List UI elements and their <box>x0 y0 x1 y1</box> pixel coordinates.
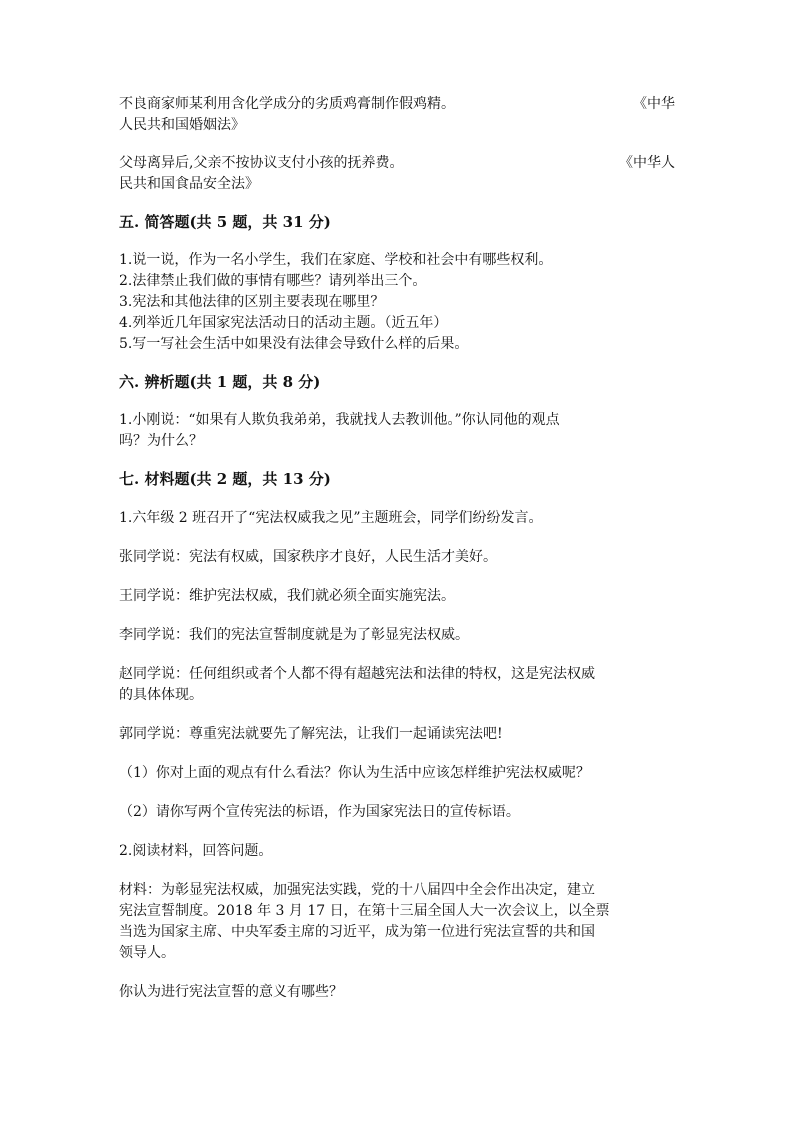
question-item: 3.宪法和其他法律的区别主要表现在哪里？ <box>119 294 385 310</box>
matching-left-text: 父母离异后,父亲不按协议支付小孩的抚养费。 <box>119 155 404 171</box>
question-intro: 2.阅读材料，回答问题。 <box>119 843 273 859</box>
matching-right-text: 《中华人 <box>619 155 675 171</box>
question-text: 你认为进行宪法宣誓的意义有哪些？ <box>119 984 343 1000</box>
matching-right-text: 《中华 <box>633 96 675 112</box>
student-statement: 李同学说：我们的宪法宣誓制度就是为了彰显宪法权威。 <box>119 627 469 643</box>
material-line: 当选为国家主席、中央军委主席的习近平，成为第一位进行宪法宣誓的共和国 <box>119 924 595 940</box>
question-item: 5.写一写社会生活中如果没有法律会导致什么样的后果。 <box>119 336 469 352</box>
question-item: 1.说一说，作为一名小学生，我们在家庭、学校和社会中有哪些权利。 <box>119 252 553 268</box>
material-line: 领导人。 <box>119 945 175 961</box>
matching-tail-text: 民共和国食品安全法》 <box>119 176 259 192</box>
matching-tail-text: 人民共和国婚姻法》 <box>119 117 245 133</box>
question-text: 吗？为什么？ <box>119 433 203 449</box>
student-statement: 张同学说：宪法有权威，国家秩序才良好，人民生活才美好。 <box>119 549 497 565</box>
material-paragraph <box>119 880 675 964</box>
student-statement: 王同学说：维护宪法权威，我们就必须全面实施宪法。 <box>119 588 455 604</box>
statement-line: 的具体体现。 <box>119 687 203 703</box>
matching-left-text: 不良商家师某利用含化学成分的劣质鸡膏制作假鸡精。 <box>119 96 455 112</box>
question-intro: 1.六年级 2 班召开了“宪法权威我之见”主题班会，同学们纷纷发言。 <box>119 510 543 526</box>
section-heading: 六. 辨析题(共 1 题，共 8 分) <box>119 373 321 391</box>
student-statement <box>119 664 675 706</box>
material-line: 宪法宣誓制度。2018 年 3 月 17 日，在第十三届全国人大一次会议上，以全票 <box>119 903 610 919</box>
document-page <box>119 94 675 1003</box>
question-text: 1.小刚说：“如果有人欺负我弟弟，我就找人去教训他。”你认同他的观点 <box>119 412 560 428</box>
sub-question: （2）请你写两个宣传宪法的标语，作为国家宪法日的宣传标语。 <box>119 804 520 820</box>
question-item: 4.列举近几年国家宪法活动日的活动主题。（近五年） <box>119 315 448 331</box>
material-line: 材料：为彰显宪法权威，加强宪法实践，党的十八届四中全会作出决定，建立 <box>119 882 595 898</box>
statement-line: 赵同学说：任何组织或者个人都不得有超越宪法和法律的特权，这是宪法权威 <box>119 666 595 682</box>
question-item: 2.法律禁止我们做的事情有哪些？请列举出三个。 <box>119 273 427 289</box>
student-statement: 郭同学说：尊重宪法就要先了解宪法，让我们一起诵读宪法吧! <box>119 726 503 742</box>
question-item <box>119 410 675 452</box>
section-heading: 五. 简答题(共 5 题，共 31 分) <box>119 213 331 231</box>
matching-item <box>119 153 675 195</box>
question-list <box>119 250 675 355</box>
section-heading: 七. 材料题(共 2 题，共 13 分) <box>119 470 331 488</box>
sub-question: （1）你对上面的观点有什么看法？你认为生活中应该怎样维护宪法权威呢？ <box>119 765 590 781</box>
matching-item <box>119 94 675 136</box>
